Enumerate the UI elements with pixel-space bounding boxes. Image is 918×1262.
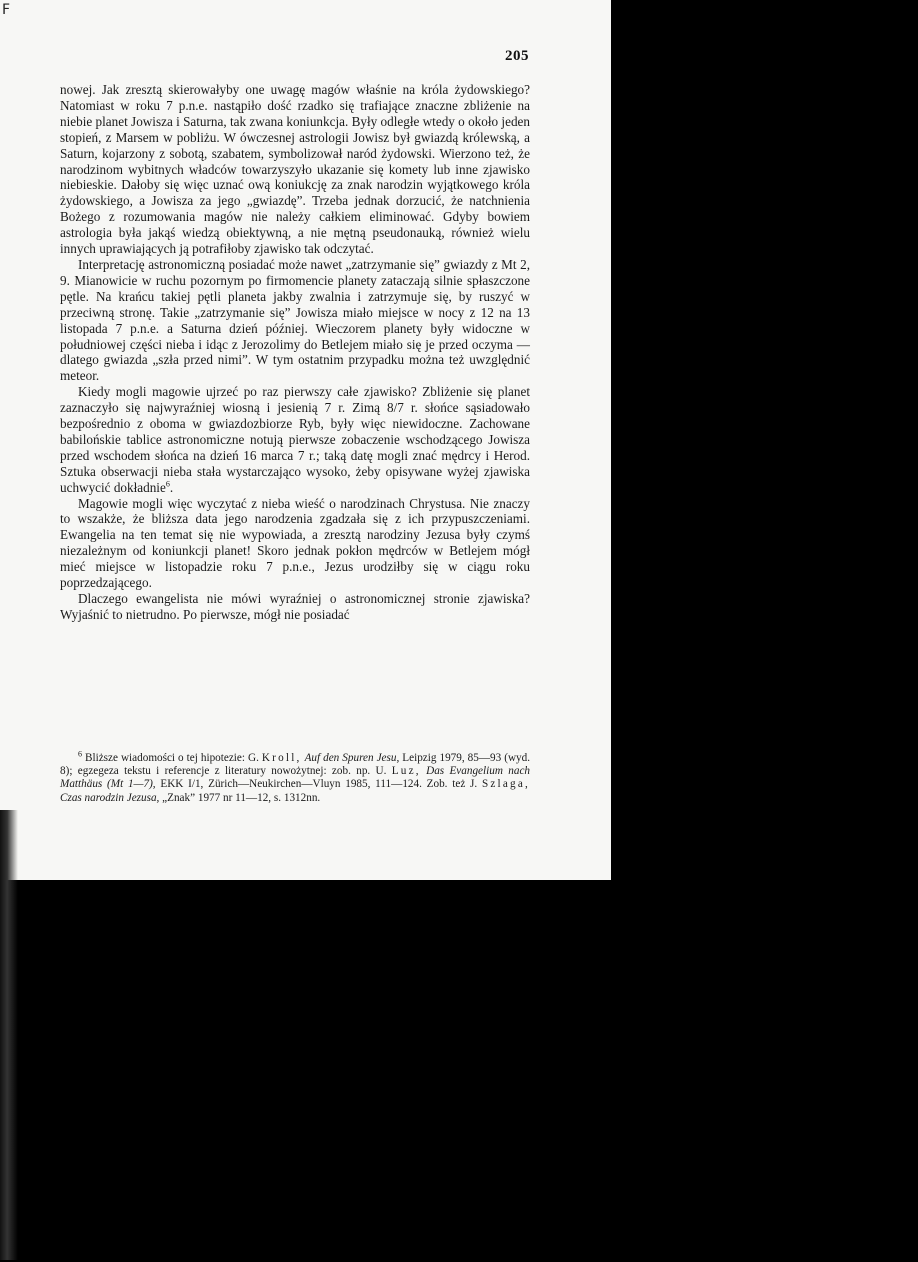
footnote-text-4: „Znak” 1977 nr 11—12, s. 1312nn.: [162, 791, 321, 804]
footnote-reference: 6: [165, 479, 170, 489]
footnote-title-3: Czas narodzin Jezusa,: [60, 791, 160, 804]
footnotes: [60, 749, 531, 805]
footnote-author-3: Szlaga,: [481, 778, 530, 791]
scan-shadow-edge: [0, 810, 18, 1260]
paragraph-1: nowej. Jak zresztą skierowałyby one uwagę magów właśnie na króla żydowskiego? Natomiast w roku 7 p.n.e. nastąpiło dość rzadko się trafiające znaczne zbliżenie na niebie planet Jowisza i Saturna, tak zwana koniunkcja. Były odległe wtedy o około jeden stopień, z Marsem w pobliżu. W ówczesnej astrologii Jowisz był gwiazdą królewską, a Saturn, kojarzony z sobotą, szabatem, symbolizował naród żydowski. Wierzono też, że narodzinom wybitnych władców towarzyszyło ukazanie się komety lub inne zjawisko niebieskie. Dałoby się więc uznać ową koniukcję za znak narodzin wyjątkowego króla żydowskiego, a Jowisza za jego „gwiazdę”. Trzeba jednak dorzucić, że natchnienia Bożego z rozumowania magów nie należy całkiem eliminować. Gdyby bowiem astrologia była jakąś wiedzą obiektywną, a nie mętną pseudonauką, również wielu innych uprawiających ją potrafiłoby zjawisko tak odczytać.: [60, 82, 530, 257]
footnote-title-2: Das Evangelium nach Matthäus (Mt 1—7),: [60, 765, 530, 791]
paragraph-4: Magowie mogli więc wyczytać z nieba wieść o narodzinach Chrystusa. Nie znaczy to wszakże, że bliższa data jego narodzenia zgadzała się z ich przypuszczeniami. Ewangelia na ten temat się nie wypowiada, a zresztą narodziny Jezusa były czymś niezależnym od koniunkcji planet! Skoro jednak pokłon mędrców w Betlejem mógł mieć miejsce w listopadzie roku 7 p.n.e., Jezus urodziłby się w ciągu roku poprzedzającego.: [60, 495, 530, 591]
paragraph-3-text: Kiedy mogli magowie ujrzeć po raz pierwszy całe zjawisko? Zbliżenie się planet zaznaczyło się najwyraźniej wiosną i jesienią 7 r. Zimą 8/7 r. słońce sąsiadowało bezpośrednio z oboma w gwiazdozbiorze Ryb, były więc niewidoczne. Zachowane babilońskie tablice astronomiczne notują pierwsze zobaczenie wschodzącego Jowisza przed wschodem słońca na dzień 16 marca 7 r.; taką datę mogli znać mędrcy i Herod. Sztuka obserwacji nieba stała wystarczająco wysoko, żeby opisywane wyżej zjawiska uchwycić dokładnie: [60, 384, 530, 495]
footnote-text-3: EKK I/1, Zürich—Neukirchen—Vluyn 1985, 111—124. Zob. też J.: [160, 778, 478, 791]
footnote-text-2: Leipzig 1979, 85—93 (wyd. 8); egzegeza tekstu i referencje z literatury nowożytnej: zob. np. U.: [60, 752, 531, 778]
paragraph-2: Interpretację astronomiczną posiadać może nawet „zatrzymanie się” gwiazdy z Mt 2, 9. Mianowicie w ruchu pozornym po firmomencie planety zataczają silnie spłaszczone pętle. Na krańcu takiej pętli planeta jakby zwalnia i zatrzymuje się, by ruszyć w przeciwną stronę. Takie „zatrzymanie się” Jowisza miało miejsce w nocy z 12 na 13 listopada 7 p.n.e. a Saturna dzień później. Wieczorem planety były widoczne w południowej części nieba i idąc z Jerozolimy do Betlejem miało się je przed oczyma — dlatego gwiazda „szła przed nimi”. W tym ostatnim przypadku można też uwzględnić meteor.: [60, 256, 530, 384]
footnote-author-1: Kroll,: [261, 752, 302, 764]
paragraph-3: [60, 384, 530, 495]
footnote-6: [60, 749, 531, 805]
paragraph-5: Dlaczego ewangelista nie mówi wyraźniej o astronomicznej stronie zjawiska? Wyjaśnić to nietrudno. Po pierwsze, mógł nie posiadać: [60, 591, 530, 622]
scan-artifact-mark: F: [2, 2, 11, 18]
scanned-page: [0, 0, 611, 880]
main-text: [60, 82, 530, 623]
page-number: 205: [505, 48, 529, 64]
footnote-title-1: Auf den Spuren Jesu,: [304, 752, 400, 764]
paragraph-3-end: .: [169, 479, 174, 495]
footnote-mark: 6: [78, 749, 82, 759]
footnote-author-2: Luz,: [391, 765, 421, 778]
footnote-text-1: Bliższe wiadomości o tej hipotezie: G.: [85, 752, 259, 764]
